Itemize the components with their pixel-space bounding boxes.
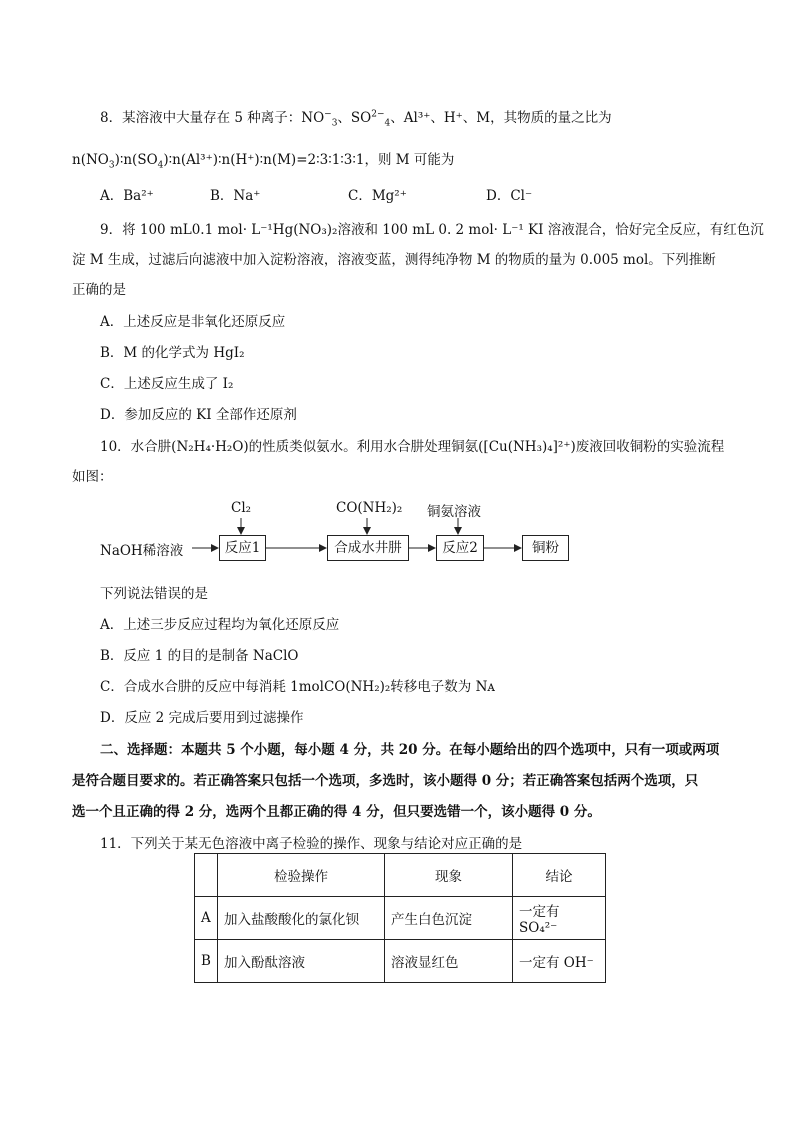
table-cell: 加入盐酸酸化的氯化钡: [218, 897, 385, 940]
q11-line1: 11．下列关于某无色溶液中离子检验的操作、现象与结论对应正确的是: [100, 836, 523, 852]
so4-subscript: 4: [384, 118, 391, 129]
table-row: [195, 940, 606, 983]
table-cell: 产生白色沉淀: [385, 897, 513, 940]
q9-option-a: A．上述反应是非氧化还原反应: [100, 314, 286, 330]
q8-text-a: 8．某溶液中大量存在 5 种离子：NO: [100, 110, 325, 126]
q10-line2: 如图：: [72, 469, 113, 485]
table-cell: 一定有 OH⁻: [513, 940, 606, 983]
table-header-cell: [195, 854, 218, 897]
q10-option-a: A．上述三步反应过程均为氧化还原反应: [100, 617, 340, 633]
table-row: [195, 897, 606, 940]
table-cell: A: [195, 897, 218, 940]
flow-box-copper-powder: 铜粉: [522, 535, 569, 561]
q10-option-d: D．反应 2 完成后要用到过滤操作: [100, 710, 304, 726]
section2-line3: 选一个且正确的得 2 分，选两个且都正确的得 4 分，但只要选错一个，该小题得 0 分。: [72, 804, 601, 820]
q11-table: [194, 853, 606, 983]
no3-subscript: 3: [331, 118, 338, 129]
q8-text-b: 、SO: [337, 110, 372, 126]
table-cell: 加入酚酞溶液: [218, 940, 385, 983]
table-header-row: [195, 854, 606, 897]
q9-line1: 9．将 100 mL0.1 mol· L⁻¹Hg(NO₃)₂溶液和 100 mL 0. 2 mol· L⁻¹ KI 溶液混合，恰好完全反应，有红色沉: [100, 222, 764, 238]
flow-box-reaction1: 反应1: [219, 535, 266, 561]
q8-option-c: C．Mg²⁺: [348, 188, 407, 204]
so4-subscript-2: 4: [157, 160, 164, 171]
flow-box-reaction2: 反应2: [436, 535, 484, 561]
no3-charge: −: [324, 109, 332, 120]
q9-line2: 淀 M 生成，过滤后向滤液中加入淀粉溶液，溶液变蓝，测得纯净物 M 的物质的量为 0.005 mol。下列推断: [72, 252, 716, 268]
q8-line2: [72, 148, 455, 171]
flow-input-urea: CO(NH₂)₂: [336, 500, 403, 516]
table-cell: 一定有 SO₄²⁻: [513, 897, 606, 940]
q9-option-c: C．上述反应生成了 I₂: [100, 376, 234, 392]
flow-input-cl2: Cl₂: [231, 500, 252, 516]
q9-line3: 正确的是: [72, 282, 126, 298]
table-cell: B: [195, 940, 218, 983]
no3-subscript-2: 3: [108, 160, 115, 171]
flow-input-cuammonia: 铜氨溶液: [427, 504, 481, 520]
flow-diagram: [100, 498, 700, 568]
q10-prompt: 下列说法错误的是: [100, 586, 208, 602]
section2-line2: 是符合题目要求的。若正确答案只包括一个选项，多选时，该小题得 0 分；若正确答案包括两个选项，只: [72, 773, 699, 789]
table-header-cell: 检验操作: [218, 854, 385, 897]
q10-line1: 10．水合肼(N₂H₄·H₂O)的性质类似氨水。利用水合肼处理铜氨([Cu(NH₃)₄]²⁺)废液回收铜粉的实验流程: [100, 439, 725, 455]
q8-ratio-c: )∶n(Al³⁺)∶n(H⁺)∶n(M)=2∶3∶1∶3∶1，则 M 可能为: [163, 152, 455, 168]
q8-option-a: A．Ba²⁺: [100, 188, 154, 204]
q8-line1: [100, 106, 612, 129]
so4-charge: 2−: [371, 109, 385, 120]
q8-option-d: D．Cl⁻: [486, 188, 533, 204]
flow-box-synthesis: 合成水井肼: [327, 535, 409, 561]
flow-start-label: NaOH稀溶液: [100, 543, 184, 559]
section2-line1: 二、选择题：本题共 5 个小题，每小题 4 分，共 20 分。在每小题给出的四个选项中，只有一项或两项: [100, 742, 720, 758]
q8-option-b: B．Na⁺: [210, 188, 261, 204]
q9-option-b: B．M 的化学式为 HgI₂: [100, 345, 245, 361]
q8-text-c: 、Al³⁺、H⁺、M，其物质的量之比为: [390, 110, 612, 126]
table-cell: 溶液显红色: [385, 940, 513, 983]
q10-option-c: C．合成水合肼的反应中每消耗 1molCO(NH₂)₂转移电子数为 Nᴀ: [100, 679, 496, 695]
table-header-cell: 结论: [513, 854, 606, 897]
table-header-cell: 现象: [385, 854, 513, 897]
q9-option-d: D．参加反应的 KI 全部作还原剂: [100, 407, 297, 423]
q8-ratio-b: )∶n(SO: [114, 152, 158, 168]
q8-ratio-a: n(NO: [72, 152, 109, 168]
q10-option-b: B．反应 1 的目的是制备 NaClO: [100, 648, 299, 664]
